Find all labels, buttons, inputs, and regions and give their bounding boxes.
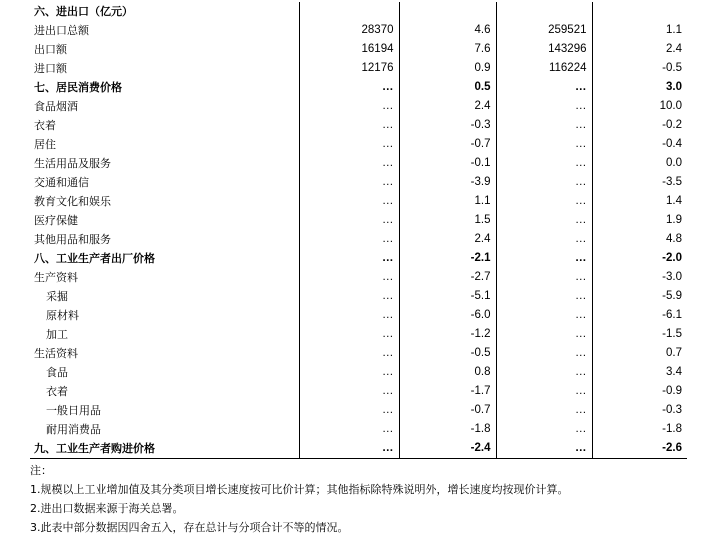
value-col-4: -6.1 xyxy=(662,309,682,321)
value-col-2 xyxy=(399,2,496,21)
value-col-4: 1.4 xyxy=(666,195,682,207)
value-col-2: -1.8 xyxy=(399,420,496,439)
value-col-2: -2.7 xyxy=(399,268,496,287)
value-col-2: 0.8 xyxy=(399,363,496,382)
table-row xyxy=(30,382,687,401)
value-col-2: -5.1 xyxy=(399,287,496,306)
value-col-3: … xyxy=(496,382,592,401)
value-col-1: … xyxy=(299,78,399,97)
note-item-1: 1.规模以上工业增加值及其分类项目增长速度按可比价计算；其他指标除特殊说明外，增长速度均按现价计算。 xyxy=(30,483,569,496)
row-label: 衣着 xyxy=(30,116,299,135)
table-row xyxy=(30,154,687,173)
note-item-3: 3.此表中部分数据因四舍五入，存在总计与分项合计不等的情况。 xyxy=(30,521,349,534)
value-col-1: 16194 xyxy=(299,40,399,59)
value-col-4: -1.8 xyxy=(662,423,682,435)
value-col-2: -2.1 xyxy=(399,249,496,268)
value-col-2: 0.9 xyxy=(399,59,496,78)
table-row xyxy=(30,59,687,78)
table-row xyxy=(30,230,687,249)
value-col-4: -1.5 xyxy=(662,328,682,340)
value-col-2: -0.1 xyxy=(399,154,496,173)
value-col-1: … xyxy=(299,116,399,135)
row-label: 九、工业生产者购进价格 xyxy=(30,439,299,459)
value-col-4: 1.9 xyxy=(666,214,682,226)
value-col-3: … xyxy=(496,154,592,173)
value-col-3: … xyxy=(496,268,592,287)
value-col-4: -0.4 xyxy=(662,138,682,150)
row-label: 交通和通信 xyxy=(30,173,299,192)
value-col-1: … xyxy=(299,363,399,382)
value-col-2: -0.3 xyxy=(399,116,496,135)
value-col-4: -2.6 xyxy=(592,439,687,459)
table-row xyxy=(30,135,687,154)
value-col-1: … xyxy=(299,382,399,401)
value-col-3: … xyxy=(496,97,592,116)
value-col-3: … xyxy=(496,116,592,135)
section-row xyxy=(30,439,687,459)
value-col-3: … xyxy=(496,173,592,192)
value-col-1: … xyxy=(299,154,399,173)
value-col-3: … xyxy=(496,401,592,420)
value-col-2: -1.2 xyxy=(399,325,496,344)
value-col-4: -2.0 xyxy=(662,252,682,264)
value-col-2: -1.7 xyxy=(399,382,496,401)
value-col-1: … xyxy=(299,249,399,268)
value-col-2: 1.1 xyxy=(399,192,496,211)
value-col-4: 4.8 xyxy=(666,233,682,245)
value-col-2: -0.5 xyxy=(399,344,496,363)
value-col-4: 10.0 xyxy=(659,100,682,112)
value-col-3: 143296 xyxy=(496,40,592,59)
row-label: 其他用品和服务 xyxy=(30,230,299,249)
value-col-3: 116224 xyxy=(496,59,592,78)
row-label: 采掘 xyxy=(30,287,299,306)
row-label: 生活资料 xyxy=(30,344,299,363)
value-col-2: 1.5 xyxy=(399,211,496,230)
value-col-1: … xyxy=(299,420,399,439)
value-col-3: … xyxy=(496,192,592,211)
row-label: 进口额 xyxy=(30,59,299,78)
statistics-table-body xyxy=(30,2,687,459)
value-col-1: … xyxy=(299,211,399,230)
table-notes xyxy=(30,461,569,537)
value-col-3: … xyxy=(496,230,592,249)
value-col-1: … xyxy=(299,135,399,154)
value-col-1: 12176 xyxy=(299,59,399,78)
value-col-3: … xyxy=(496,249,592,268)
table-row xyxy=(30,306,687,325)
value-col-2: -0.7 xyxy=(399,135,496,154)
row-label: 生活用品及服务 xyxy=(30,154,299,173)
value-col-3: … xyxy=(496,439,592,459)
value-col-2: 2.4 xyxy=(399,97,496,116)
table-row xyxy=(30,268,687,287)
notes-heading: 注： xyxy=(30,464,52,477)
value-col-2: 4.6 xyxy=(399,21,496,40)
value-col-4: 3.4 xyxy=(666,366,682,378)
row-label: 教育文化和娱乐 xyxy=(30,192,299,211)
value-col-3 xyxy=(496,2,592,21)
table-row xyxy=(30,325,687,344)
table-row xyxy=(30,344,687,363)
value-col-1: … xyxy=(299,192,399,211)
value-col-1: … xyxy=(299,287,399,306)
value-col-1: … xyxy=(299,230,399,249)
value-col-2: 7.6 xyxy=(399,40,496,59)
value-col-4: 2.4 xyxy=(666,43,682,55)
row-label: 出口额 xyxy=(30,40,299,59)
value-col-3: … xyxy=(496,211,592,230)
value-col-1: … xyxy=(299,268,399,287)
row-label: 原材料 xyxy=(30,306,299,325)
table-row xyxy=(30,363,687,382)
value-col-1: … xyxy=(299,344,399,363)
value-col-4: -0.2 xyxy=(662,119,682,131)
table-row xyxy=(30,116,687,135)
row-label: 七、居民消费价格 xyxy=(30,78,299,97)
value-col-1: … xyxy=(299,325,399,344)
note-item-2: 2.进出口数据来源于海关总署。 xyxy=(30,502,184,515)
value-col-1: … xyxy=(299,173,399,192)
statistics-table xyxy=(30,2,687,459)
value-col-2: 0.5 xyxy=(399,78,496,97)
value-col-4: -3.5 xyxy=(662,176,682,188)
value-col-3: … xyxy=(496,420,592,439)
value-col-4: 1.1 xyxy=(666,24,682,36)
value-col-3: … xyxy=(496,344,592,363)
value-col-2: -3.9 xyxy=(399,173,496,192)
row-label: 进出口总额 xyxy=(30,21,299,40)
table-row xyxy=(30,192,687,211)
value-col-4: -3.0 xyxy=(662,271,682,283)
row-label: 食品烟酒 xyxy=(30,97,299,116)
value-col-2: -6.0 xyxy=(399,306,496,325)
value-col-4: 3.0 xyxy=(666,81,682,93)
value-col-1: … xyxy=(299,97,399,116)
row-label: 八、工业生产者出厂价格 xyxy=(30,249,299,268)
value-col-4: 0.0 xyxy=(666,157,682,169)
value-col-1: … xyxy=(299,401,399,420)
value-col-1 xyxy=(299,2,399,21)
table-row xyxy=(30,287,687,306)
value-col-4: -5.9 xyxy=(662,290,682,302)
value-col-4: -0.3 xyxy=(662,404,682,416)
section-row xyxy=(30,78,687,97)
value-col-3: … xyxy=(496,363,592,382)
value-col-4: -0.5 xyxy=(662,62,682,74)
section-row xyxy=(30,249,687,268)
table-row xyxy=(30,40,687,59)
value-col-3: … xyxy=(496,135,592,154)
row-label: 食品 xyxy=(30,363,299,382)
value-col-3: … xyxy=(496,287,592,306)
value-col-2: -0.7 xyxy=(399,401,496,420)
row-label: 一般日用品 xyxy=(30,401,299,420)
value-col-1: … xyxy=(299,439,399,459)
value-col-4: 0.7 xyxy=(666,347,682,359)
section-row xyxy=(30,2,687,21)
row-label: 衣着 xyxy=(30,382,299,401)
table-row xyxy=(30,173,687,192)
row-label: 加工 xyxy=(30,325,299,344)
value-col-3: … xyxy=(496,78,592,97)
table-row xyxy=(30,21,687,40)
value-col-3: 259521 xyxy=(496,21,592,40)
row-label: 耐用消费品 xyxy=(30,420,299,439)
value-col-3: … xyxy=(496,306,592,325)
row-label: 六、进出口（亿元） xyxy=(30,2,299,21)
table-row xyxy=(30,211,687,230)
value-col-1: 28370 xyxy=(299,21,399,40)
row-label: 生产资料 xyxy=(30,268,299,287)
row-label: 居住 xyxy=(30,135,299,154)
value-col-4 xyxy=(592,2,687,21)
value-col-2: -2.4 xyxy=(399,439,496,459)
value-col-3: … xyxy=(496,325,592,344)
value-col-4: -0.9 xyxy=(662,385,682,397)
value-col-2: 2.4 xyxy=(399,230,496,249)
table-row xyxy=(30,97,687,116)
value-col-1: … xyxy=(299,306,399,325)
row-label: 医疗保健 xyxy=(30,211,299,230)
table-row xyxy=(30,401,687,420)
table-row xyxy=(30,420,687,439)
